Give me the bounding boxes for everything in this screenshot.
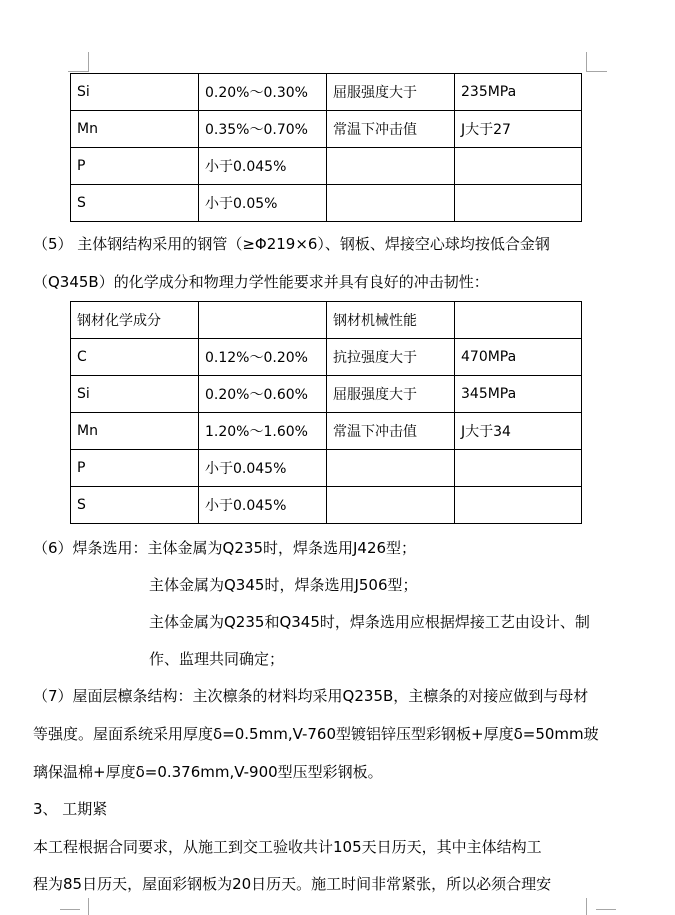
table-cell: Si (71, 376, 199, 413)
section-3-heading: 3、 工期紧 (33, 800, 108, 818)
table-cell: 0.20%～0.60% (199, 376, 327, 413)
table-cell: P (71, 148, 199, 185)
paragraph-6-line-4: 作、监理共同确定； (149, 650, 285, 668)
table-cell: 1.20%～1.60% (199, 413, 327, 450)
crop-mark-bottom-right-vertical (586, 898, 587, 915)
table-cell: 0.20%～0.30% (199, 74, 327, 111)
table-cell (327, 487, 455, 524)
table-cell: 0.12%～0.20% (199, 339, 327, 376)
table-cell: P (71, 450, 199, 487)
table-row (71, 487, 582, 524)
table-cell: 屈服强度大于 (327, 74, 455, 111)
table-cell (455, 185, 582, 222)
crop-mark-bottom-left-horizontal (60, 909, 80, 910)
paragraph-6-line-3: 主体金属为Q235和Q345时，焊条选用应根据焊接工艺由设计、制 (149, 613, 590, 631)
table-cell: 抗拉强度大于 (327, 339, 455, 376)
paragraph-5-line-2: （Q345B）的化学成分和物理力学性能要求并具有良好的冲击韧性： (33, 273, 489, 291)
table-cell: 0.35%～0.70% (199, 111, 327, 148)
table-cell: 470MPa (455, 339, 582, 376)
table-header-row (71, 302, 582, 339)
crop-mark-bottom-left-vertical (88, 898, 89, 915)
table-header-cell: 钢材化学成分 (71, 302, 199, 339)
table-row (71, 148, 582, 185)
table-cell: 小于0.045% (199, 487, 327, 524)
table-row (71, 111, 582, 148)
table-row (71, 74, 582, 111)
table-cell (327, 148, 455, 185)
paragraph-6-line-1: （6）焊条选用：主体金属为Q235时，焊条选用J426型； (33, 539, 417, 557)
table-cell (455, 450, 582, 487)
table-cell: J大于27 (455, 111, 582, 148)
table-cell (455, 487, 582, 524)
steel-composition-properties-table (70, 301, 582, 524)
paragraph-5-line-1: （5） 主体钢结构采用的钢管（≥Φ219×6）、钢板、焊接空心球均按低合金钢 (33, 235, 550, 253)
table-cell (327, 185, 455, 222)
table-cell: 小于0.05% (199, 185, 327, 222)
table-cell: 345MPa (455, 376, 582, 413)
table-cell (455, 148, 582, 185)
crop-mark-top-right-horizontal (587, 71, 607, 72)
crop-mark-top-right-vertical (586, 52, 587, 72)
table-cell: 屈服强度大于 (327, 376, 455, 413)
table-cell: 小于0.045% (199, 148, 327, 185)
table-cell: Mn (71, 413, 199, 450)
table-row (71, 339, 582, 376)
section-3-line-2: 程为85日历天，屋面彩钢板为20日历天。施工时间非常紧张，所以必须合理安 (33, 875, 552, 893)
paragraph-6-line-2: 主体金属为Q345时，焊条选用J506型； (149, 576, 418, 594)
table-cell: 常温下冲击值 (327, 413, 455, 450)
table-cell: S (71, 487, 199, 524)
table-cell: Mn (71, 111, 199, 148)
table-header-cell (199, 302, 327, 339)
steel-spec-table-continued (70, 73, 582, 222)
table-header-cell: 钢材机械性能 (327, 302, 455, 339)
crop-mark-top-left-horizontal (68, 71, 88, 72)
crop-mark-bottom-right-horizontal (596, 909, 616, 910)
table-row (71, 376, 582, 413)
table-cell (327, 450, 455, 487)
table-header-cell (455, 302, 582, 339)
paragraph-7-line-3: 璃保温棉+厚度δ=0.376mm,V-900型压型彩钢板。 (33, 763, 383, 781)
section-3-line-1: 本工程根据合同要求，从施工到交工验收共计105天日历天，其中主体结构工 (33, 838, 542, 856)
table-cell: 235MPa (455, 74, 582, 111)
table-row (71, 450, 582, 487)
crop-mark-top-left-vertical (88, 52, 89, 72)
table-row (71, 413, 582, 450)
table-cell: C (71, 339, 199, 376)
table-cell: J大于34 (455, 413, 582, 450)
table-cell: 小于0.045% (199, 450, 327, 487)
table-cell: Si (71, 74, 199, 111)
table-cell: S (71, 185, 199, 222)
paragraph-7-line-2: 等强度。屋面系统采用厚度δ=0.5mm,V-760型镀铝锌压型彩钢板+厚度δ=50mm玻 (33, 725, 599, 743)
table-cell: 常温下冲击值 (327, 111, 455, 148)
paragraph-7-line-1: （7）屋面层檩条结构：主次檩条的材料均采用Q235B，主檩条的对接应做到与母材 (33, 687, 589, 705)
table-row (71, 185, 582, 222)
